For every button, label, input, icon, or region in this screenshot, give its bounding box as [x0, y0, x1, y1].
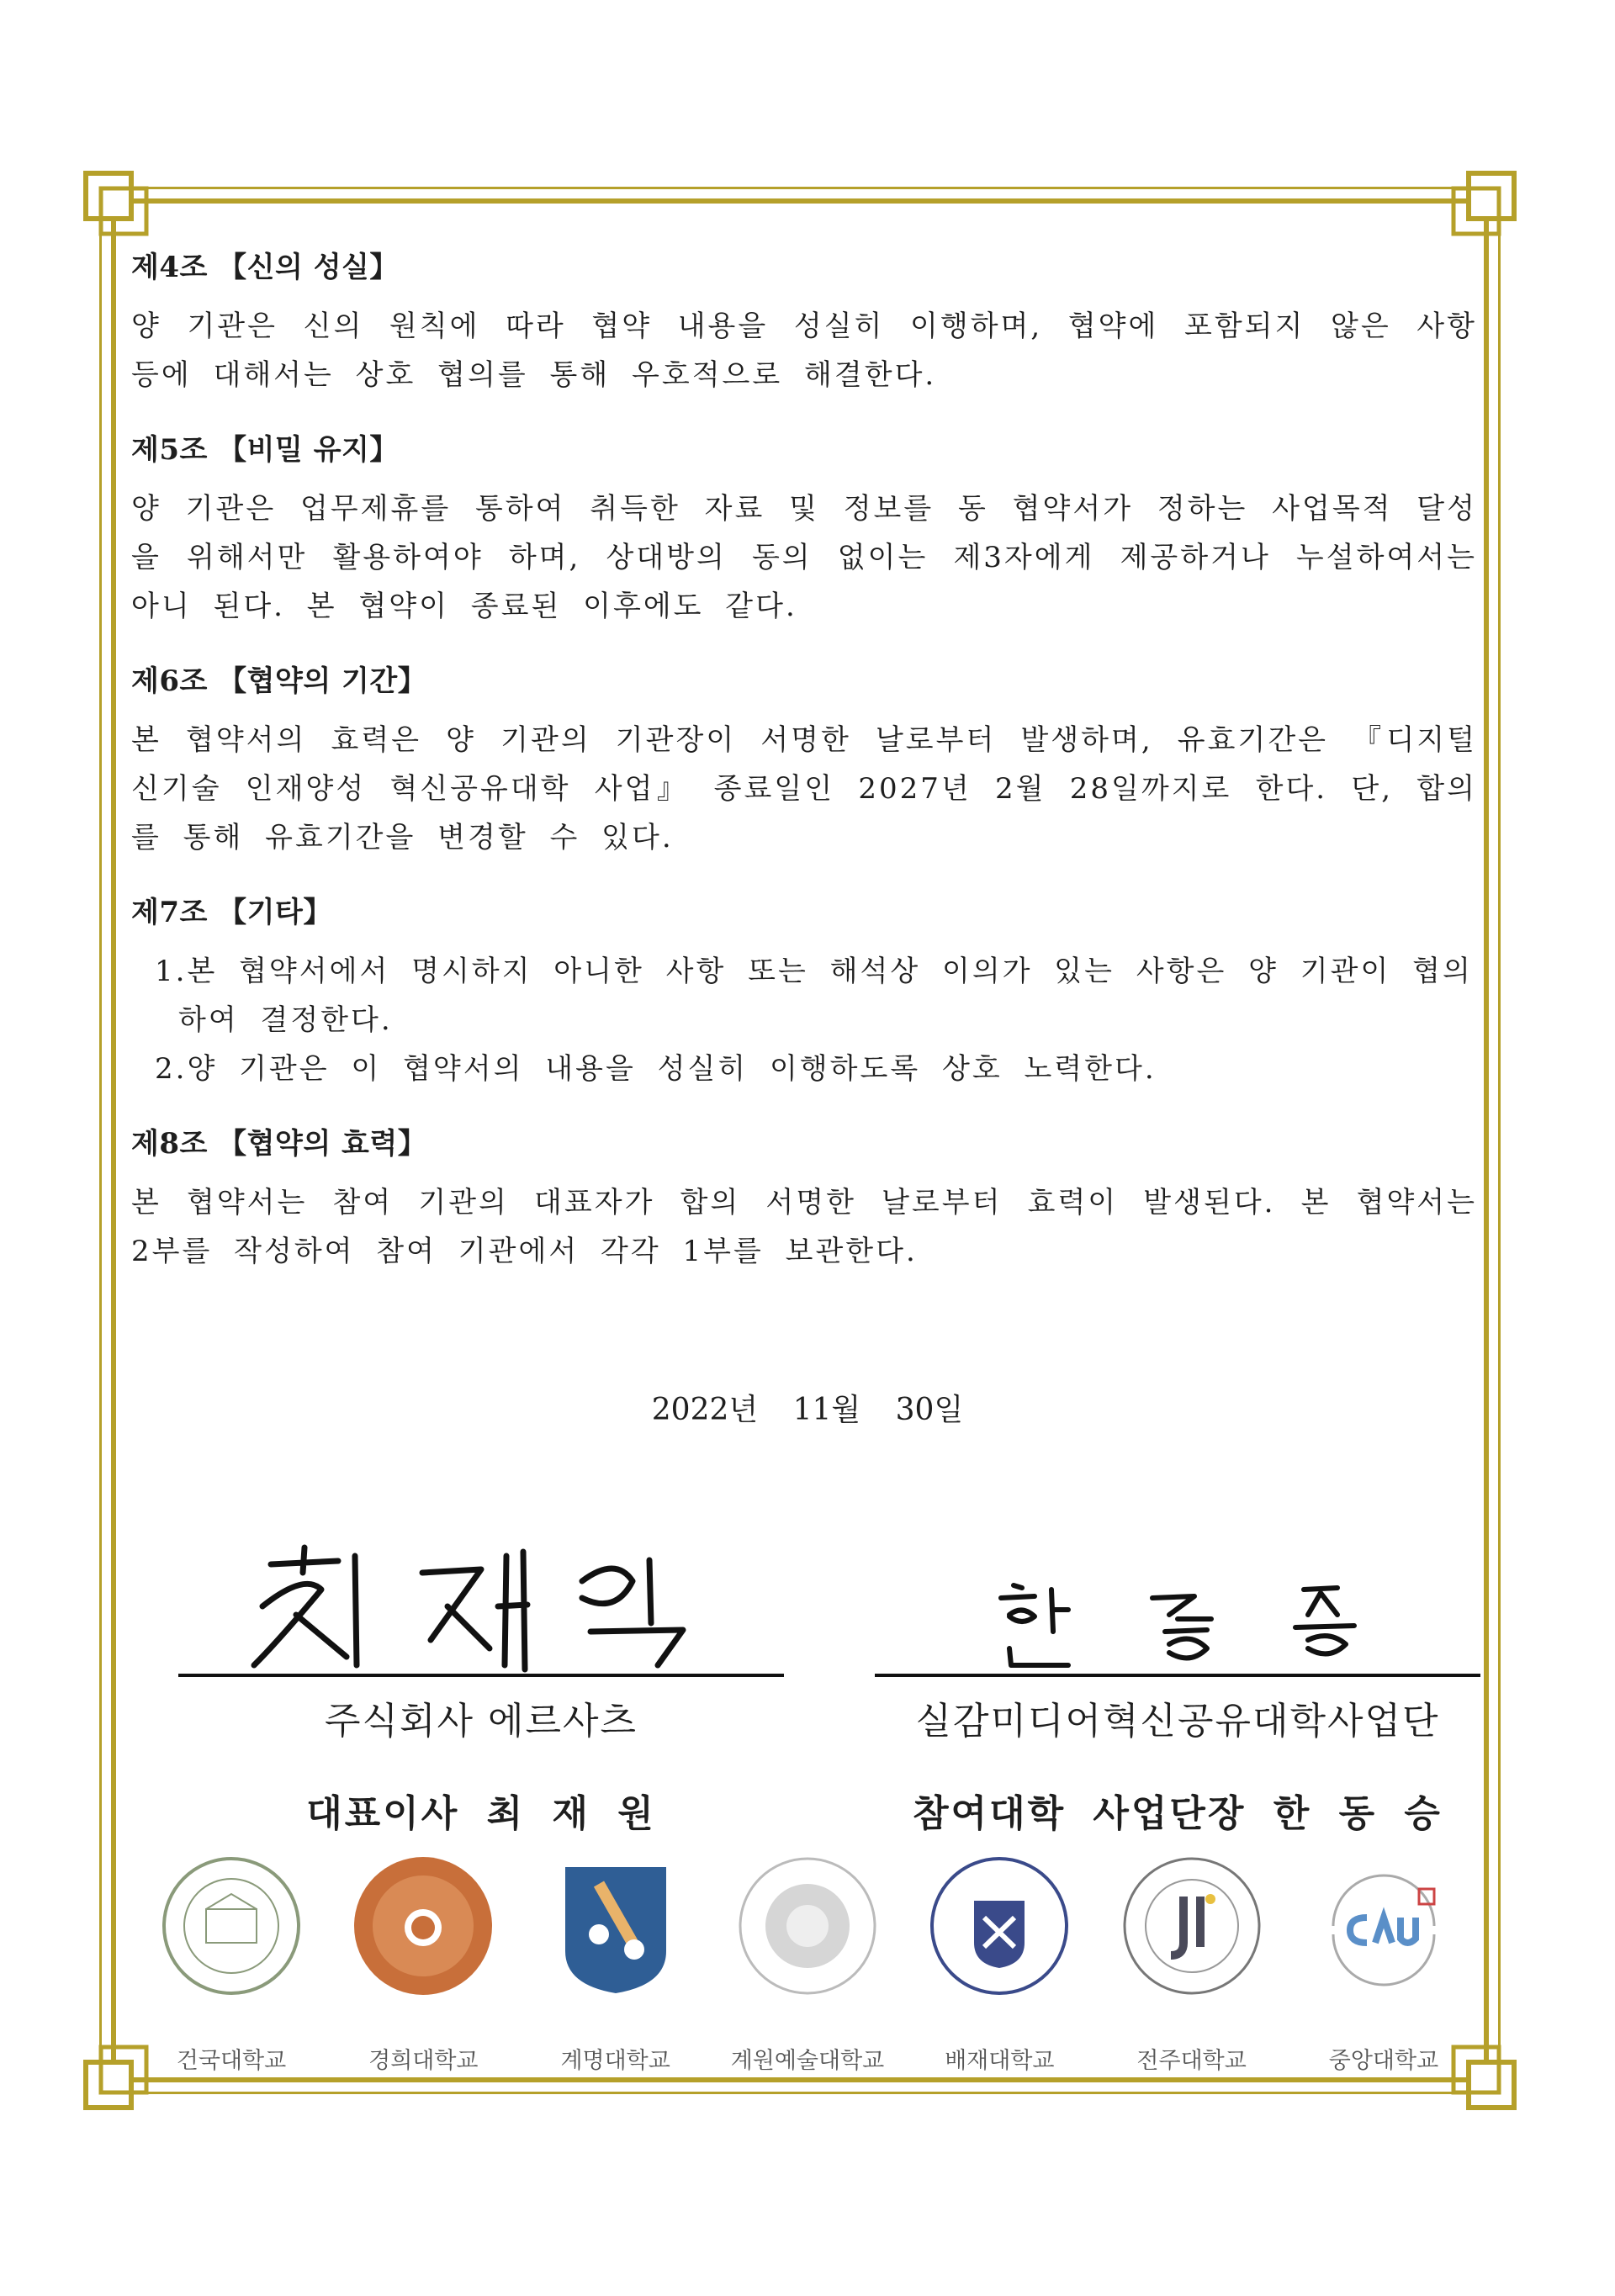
corner-ornament-icon — [82, 2044, 150, 2111]
signature-han-dong-seung — [875, 1539, 1480, 1674]
signature-line — [178, 1674, 784, 1677]
organization-name: 실감미디어혁신공유대학사업단 — [915, 1700, 1440, 1743]
university-keimyung — [536, 1850, 696, 2075]
jeonju-seal-icon — [1116, 1850, 1268, 2002]
university-name: 계원예술대학교 — [730, 2048, 885, 2074]
article-title: 제5조 【비밀 유지】 — [131, 433, 399, 467]
signatory-left — [178, 1539, 784, 1837]
article-6 — [131, 658, 1477, 862]
university-paichai — [919, 1850, 1079, 2075]
paichai-seal-icon — [924, 1850, 1075, 2002]
representative-name: 대표이사 최 재 원 — [306, 1792, 656, 1835]
university-kyunghee — [343, 1850, 503, 2075]
article-body: 본 협약서는 참여 기관의 대표자가 합의 서명한 날로부터 효력이 발생된다. 본 협약서는 2부를 작성하여 참여 기관에서 각각 1부를 보관한다. — [131, 1186, 1477, 1268]
kyunghee-seal-icon — [347, 1850, 499, 2002]
article-5 — [131, 426, 1477, 631]
university-name: 건국대학교 — [176, 2048, 287, 2074]
article-title: 제8조 【협약의 효력】 — [131, 1127, 427, 1161]
agreement-articles — [131, 244, 1477, 1303]
organization-name: 주식회사 에르사츠 — [324, 1700, 638, 1743]
university-name: 전주대학교 — [1136, 2048, 1247, 2074]
university-name: 경희대학교 — [368, 2048, 479, 2074]
article-8 — [131, 1120, 1477, 1276]
article-title: 제7조 【기타】 — [131, 896, 332, 929]
university-name: 계명대학교 — [560, 2048, 670, 2074]
article-7 — [131, 889, 1477, 1093]
article-body: 본 협약서의 효력은 양 기관의 기관장이 서명한 날로부터 발생하며, 유효기간은 『디지털 신기술 인재양성 혁신공유대학 사업』 종료일인 2027년 2월 28일까지로 한다. 단, 합의를 통해 유효기간을 변경할 수 있다. — [131, 723, 1477, 854]
article-body: 양 기관은 신의 원칙에 따라 협약 내용을 성실히 이행하며, 협약에 포함되지 않은 사항 등에 대해서는 상호 협의를 통해 우호적으로 해결한다. — [131, 309, 1477, 392]
signature-choi-jae-won — [178, 1539, 784, 1674]
article-body: 양 기관은 업무제휴를 통하여 취득한 자료 및 정보를 동 협약서가 정하는 사업목적 달성을 위해서만 활용하여야 하며, 상대방의 동의 없이는 제3자에게 제공하거나 누설하여서는 아니 된다. 본 협약이 종료된 이후에도 같다. — [131, 492, 1477, 623]
article-item-list — [131, 947, 1477, 1093]
university-jeonju — [1112, 1850, 1272, 2075]
university-chungang — [1304, 1850, 1464, 2075]
article-title: 제4조 【신의 성실】 — [131, 251, 399, 284]
university-logo-row — [151, 1850, 1464, 2075]
representative-name: 참여대학 사업단장 한 동 승 — [913, 1792, 1443, 1835]
article-4 — [131, 244, 1477, 399]
signature-line — [875, 1674, 1480, 1677]
agreement-date: 2022년 11월 30일 — [651, 1393, 964, 1427]
university-konkuk — [151, 1850, 311, 2075]
university-name: 배재대학교 — [945, 2048, 1055, 2074]
article-title: 제6조 【협약의 기간】 — [131, 664, 427, 698]
corner-ornament-icon — [82, 170, 150, 237]
kaywon-seal-icon — [732, 1850, 883, 2002]
list-item: 2.양 기관은 이 협약서의 내용을 성실히 이행하도록 상호 노력한다. — [155, 1052, 1157, 1086]
keimyung-shield-icon — [540, 1850, 691, 2002]
signatory-right — [875, 1539, 1480, 1837]
corner-ornament-icon — [1450, 170, 1517, 237]
university-name: 중앙대학교 — [1328, 2048, 1439, 2074]
university-kaywon — [728, 1850, 887, 2075]
list-item: 1.본 협약서에서 명시하지 아니한 사항 또는 해석상 이의가 있는 사항은 양 기관이 협의하여 결정한다. — [155, 955, 1473, 1037]
chungang-logo-icon — [1308, 1850, 1459, 2002]
konkuk-seal-icon — [156, 1850, 307, 2002]
